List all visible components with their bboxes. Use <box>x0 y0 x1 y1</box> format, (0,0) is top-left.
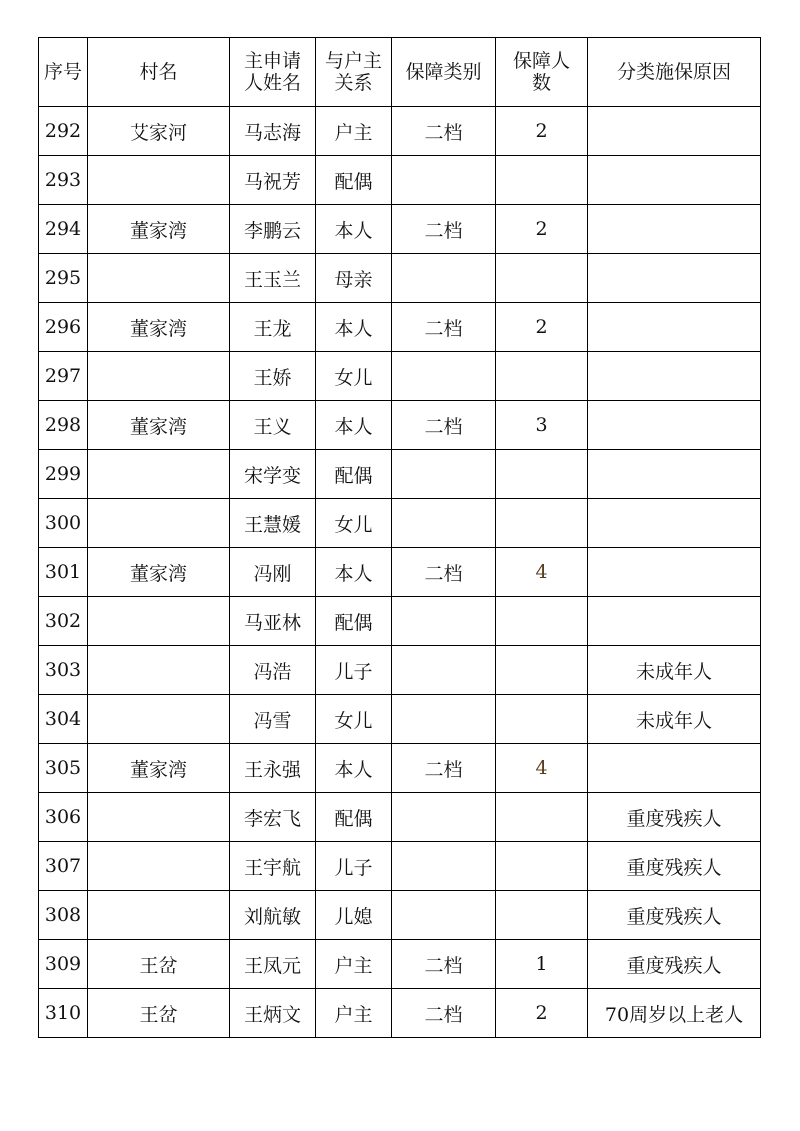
cell-count: 2 <box>496 303 588 352</box>
header-count-text: 保障人数 <box>512 50 570 94</box>
cell-category: 二档 <box>392 548 496 597</box>
cell-count: 2 <box>496 107 588 156</box>
table-row <box>39 695 761 744</box>
cell-relation: 女儿 <box>316 695 392 744</box>
table-row <box>39 107 761 156</box>
cell-village <box>88 793 230 842</box>
cell-count <box>496 450 588 499</box>
cell-name: 马祝芳 <box>230 156 316 205</box>
cell-reason <box>588 205 761 254</box>
cell-reason <box>588 107 761 156</box>
cell-name: 王宇航 <box>230 842 316 891</box>
cell-name: 王娇 <box>230 352 316 401</box>
cell-reason: 未成年人 <box>588 695 761 744</box>
cell-category <box>392 646 496 695</box>
table-row <box>39 793 761 842</box>
table-row <box>39 352 761 401</box>
table-row <box>39 989 761 1038</box>
cell-reason <box>588 499 761 548</box>
cell-relation: 配偶 <box>316 793 392 842</box>
cell-count <box>496 842 588 891</box>
header-village: 村名 <box>88 38 230 107</box>
cell-seq: 300 <box>39 499 88 548</box>
cell-relation: 本人 <box>316 303 392 352</box>
cell-reason <box>588 401 761 450</box>
cell-seq: 306 <box>39 793 88 842</box>
header-row <box>39 38 761 107</box>
cell-reason <box>588 352 761 401</box>
cell-count <box>496 254 588 303</box>
cell-seq: 301 <box>39 548 88 597</box>
cell-relation: 女儿 <box>316 499 392 548</box>
cell-category <box>392 352 496 401</box>
table-row <box>39 940 761 989</box>
table-row <box>39 597 761 646</box>
table-body <box>39 107 761 1038</box>
cell-relation: 本人 <box>316 401 392 450</box>
cell-count: 2 <box>496 205 588 254</box>
cell-village: 王岔 <box>88 940 230 989</box>
cell-village <box>88 597 230 646</box>
cell-relation: 配偶 <box>316 597 392 646</box>
cell-name: 李鹏云 <box>230 205 316 254</box>
cell-village: 董家湾 <box>88 401 230 450</box>
cell-relation: 母亲 <box>316 254 392 303</box>
cell-seq: 293 <box>39 156 88 205</box>
cell-reason <box>588 156 761 205</box>
cell-category <box>392 842 496 891</box>
cell-seq: 309 <box>39 940 88 989</box>
header-reason: 分类施保原因 <box>588 38 761 107</box>
cell-name: 王玉兰 <box>230 254 316 303</box>
table-row <box>39 499 761 548</box>
cell-category <box>392 695 496 744</box>
cell-name: 马志海 <box>230 107 316 156</box>
cell-reason <box>588 597 761 646</box>
header-count <box>496 38 588 107</box>
cell-reason: 重度残疾人 <box>588 940 761 989</box>
cell-village: 董家湾 <box>88 303 230 352</box>
cell-category: 二档 <box>392 107 496 156</box>
cell-village: 艾家河 <box>88 107 230 156</box>
cell-village <box>88 254 230 303</box>
cell-seq: 302 <box>39 597 88 646</box>
header-seq: 序号 <box>39 38 88 107</box>
cell-reason: 重度残疾人 <box>588 891 761 940</box>
cell-seq: 292 <box>39 107 88 156</box>
table-header <box>39 38 761 107</box>
table-row <box>39 303 761 352</box>
cell-reason <box>588 450 761 499</box>
cell-relation: 儿子 <box>316 842 392 891</box>
cell-count <box>496 793 588 842</box>
cell-village <box>88 156 230 205</box>
table-row <box>39 646 761 695</box>
cell-village: 王岔 <box>88 989 230 1038</box>
cell-reason: 未成年人 <box>588 646 761 695</box>
cell-name: 王龙 <box>230 303 316 352</box>
header-applicant-text: 主申请人姓名 <box>243 50 301 94</box>
cell-village <box>88 499 230 548</box>
cell-name: 宋学变 <box>230 450 316 499</box>
cell-category <box>392 793 496 842</box>
table-row <box>39 891 761 940</box>
cell-name: 冯雪 <box>230 695 316 744</box>
cell-category: 二档 <box>392 205 496 254</box>
table-row <box>39 205 761 254</box>
cell-seq: 305 <box>39 744 88 793</box>
cell-relation: 户主 <box>316 107 392 156</box>
cell-seq: 310 <box>39 989 88 1038</box>
cell-reason <box>588 744 761 793</box>
table-row <box>39 842 761 891</box>
cell-reason <box>588 548 761 597</box>
cell-category <box>392 156 496 205</box>
cell-seq: 307 <box>39 842 88 891</box>
cell-seq: 297 <box>39 352 88 401</box>
cell-seq: 304 <box>39 695 88 744</box>
cell-count <box>496 156 588 205</box>
cell-seq: 299 <box>39 450 88 499</box>
cell-village <box>88 450 230 499</box>
cell-relation: 配偶 <box>316 450 392 499</box>
cell-count: 4 <box>496 744 588 793</box>
cell-count: 4 <box>496 548 588 597</box>
cell-village: 董家湾 <box>88 205 230 254</box>
cell-name: 冯刚 <box>230 548 316 597</box>
cell-category: 二档 <box>392 940 496 989</box>
header-category: 保障类别 <box>392 38 496 107</box>
cell-village: 董家湾 <box>88 744 230 793</box>
cell-village <box>88 646 230 695</box>
cell-count: 3 <box>496 401 588 450</box>
cell-count <box>496 352 588 401</box>
cell-reason: 重度残疾人 <box>588 842 761 891</box>
table-row <box>39 744 761 793</box>
cell-count <box>496 891 588 940</box>
cell-reason <box>588 303 761 352</box>
table-row <box>39 450 761 499</box>
cell-relation: 户主 <box>316 940 392 989</box>
cell-count <box>496 499 588 548</box>
assistance-table <box>38 37 761 1038</box>
cell-name: 王永强 <box>230 744 316 793</box>
cell-category <box>392 499 496 548</box>
table-row <box>39 156 761 205</box>
cell-category: 二档 <box>392 989 496 1038</box>
cell-name: 王慧媛 <box>230 499 316 548</box>
cell-seq: 295 <box>39 254 88 303</box>
cell-relation: 本人 <box>316 205 392 254</box>
cell-name: 王炳文 <box>230 989 316 1038</box>
cell-category: 二档 <box>392 303 496 352</box>
cell-count <box>496 646 588 695</box>
cell-relation: 本人 <box>316 744 392 793</box>
cell-village: 董家湾 <box>88 548 230 597</box>
cell-count: 2 <box>496 989 588 1038</box>
cell-category <box>392 450 496 499</box>
table-row <box>39 254 761 303</box>
cell-name: 刘航敏 <box>230 891 316 940</box>
header-applicant <box>230 38 316 107</box>
cell-name: 冯浩 <box>230 646 316 695</box>
cell-reason <box>588 254 761 303</box>
cell-category <box>392 254 496 303</box>
cell-count <box>496 597 588 646</box>
cell-category: 二档 <box>392 744 496 793</box>
cell-reason: 70周岁以上老人 <box>588 989 761 1038</box>
cell-seq: 308 <box>39 891 88 940</box>
cell-village <box>88 352 230 401</box>
cell-seq: 303 <box>39 646 88 695</box>
cell-reason: 重度残疾人 <box>588 793 761 842</box>
cell-seq: 298 <box>39 401 88 450</box>
cell-category: 二档 <box>392 401 496 450</box>
cell-relation: 户主 <box>316 989 392 1038</box>
cell-category <box>392 891 496 940</box>
cell-count <box>496 695 588 744</box>
cell-village <box>88 842 230 891</box>
table-row <box>39 401 761 450</box>
cell-seq: 296 <box>39 303 88 352</box>
cell-count: 1 <box>496 940 588 989</box>
cell-category <box>392 597 496 646</box>
cell-seq: 294 <box>39 205 88 254</box>
cell-relation: 儿媳 <box>316 891 392 940</box>
cell-relation: 本人 <box>316 548 392 597</box>
cell-village <box>88 695 230 744</box>
cell-name: 王义 <box>230 401 316 450</box>
cell-name: 王凤元 <box>230 940 316 989</box>
header-relation <box>316 38 392 107</box>
cell-name: 李宏飞 <box>230 793 316 842</box>
table-row <box>39 548 761 597</box>
cell-relation: 女儿 <box>316 352 392 401</box>
header-relation-text: 与户主关系 <box>324 50 382 94</box>
cell-name: 马亚林 <box>230 597 316 646</box>
cell-relation: 配偶 <box>316 156 392 205</box>
cell-village <box>88 891 230 940</box>
cell-relation: 儿子 <box>316 646 392 695</box>
